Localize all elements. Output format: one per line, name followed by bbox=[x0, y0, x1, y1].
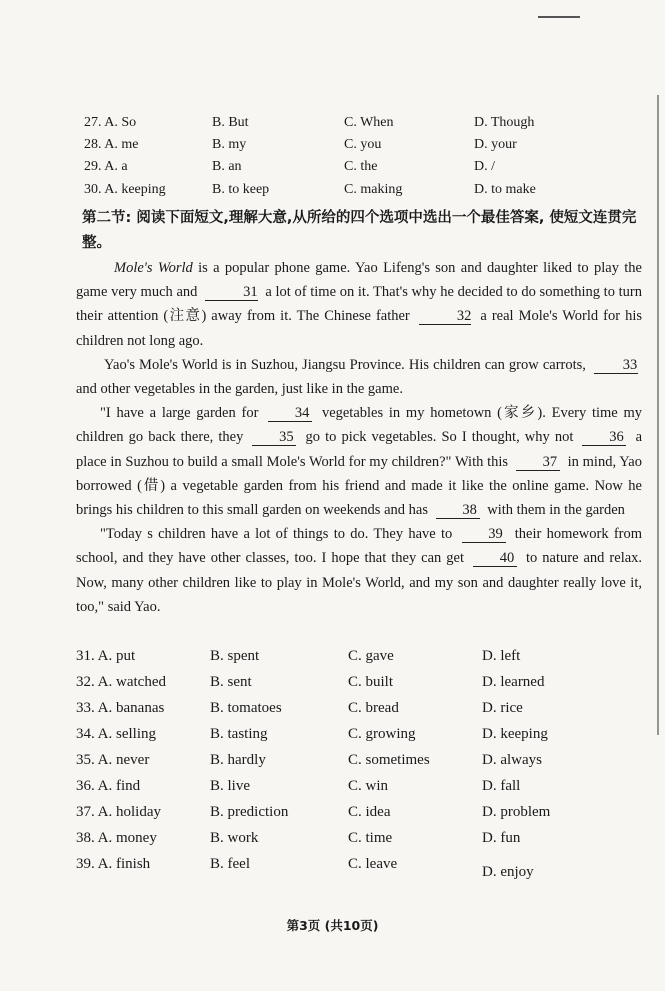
option-d: D. left bbox=[482, 648, 521, 664]
option-d: D. problem bbox=[482, 804, 551, 820]
option-a: 31. A. put bbox=[76, 648, 136, 664]
option-d: D. Though bbox=[474, 115, 535, 130]
paragraph-2 bbox=[76, 353, 642, 401]
option-c: C. growing bbox=[348, 726, 416, 742]
option-b: B. But bbox=[212, 115, 249, 130]
passage-text: their homework from school, and they have other classes, too. I hope that they can get bbox=[76, 526, 643, 567]
option-b: B. an bbox=[212, 159, 242, 174]
scan-mark bbox=[538, 16, 580, 18]
passage-text: with them in the garden bbox=[487, 502, 625, 519]
section-heading: 第二节: 阅读下面短文,理解大意,从所给的四个选项中选出一个最佳答案, 使短文连贯完整。 bbox=[82, 210, 637, 251]
option-c: C. win bbox=[348, 778, 389, 794]
option-a: 27. A. So bbox=[84, 115, 137, 130]
option-b: B. hardly bbox=[210, 752, 266, 768]
passage-text: Yao's Mole's World is in Suzhou, Jiangsu Province. His children can grow carrots, bbox=[104, 356, 586, 373]
option-c: C. gave bbox=[348, 648, 394, 664]
blank-36: 36 bbox=[582, 429, 626, 446]
question-34-options bbox=[76, 726, 646, 750]
option-a: 36. A. find bbox=[76, 778, 141, 794]
option-d: D. always bbox=[482, 752, 542, 768]
question-31-options bbox=[76, 648, 646, 672]
option-b: B. sent bbox=[210, 674, 252, 690]
passage-text: a place in Suzhou to build a small Mole's World for my children?" With this bbox=[76, 429, 643, 470]
question-38-options bbox=[76, 830, 646, 854]
option-a: 30. A. keeping bbox=[84, 182, 166, 197]
option-a: 32. A. watched bbox=[76, 674, 166, 690]
option-b: B. tasting bbox=[210, 726, 268, 742]
blank-31: 31 bbox=[205, 284, 258, 301]
blank-35: 35 bbox=[252, 429, 296, 446]
page-footer: 第3页 (共10页) bbox=[286, 918, 379, 933]
option-b: B. live bbox=[210, 778, 250, 794]
question-28-options bbox=[84, 137, 644, 159]
passage-text: and other vegetables in the garden, just like in the game. bbox=[76, 381, 403, 398]
option-d: D. keeping bbox=[482, 726, 548, 742]
passage-text: a lot of time on it. That's why he decided to do something to turn their attention (注意) away from it. The Chinese father bbox=[76, 284, 643, 325]
option-a: 33. A. bananas bbox=[76, 700, 165, 716]
option-a: 39. A. finish bbox=[76, 856, 151, 872]
paragraph-3 bbox=[76, 401, 642, 522]
question-33-options bbox=[76, 700, 646, 724]
option-a: 35. A. never bbox=[76, 752, 150, 768]
option-a: 34. A. selling bbox=[76, 726, 157, 742]
option-c: C. the bbox=[344, 159, 378, 174]
option-d: D. your bbox=[474, 137, 517, 152]
question-32-options bbox=[76, 674, 646, 698]
option-c: C. idea bbox=[348, 804, 391, 820]
option-c: C. time bbox=[348, 830, 393, 846]
option-c: C. leave bbox=[348, 856, 398, 872]
option-b: B. prediction bbox=[210, 804, 289, 820]
option-a: 37. A. holiday bbox=[76, 804, 161, 820]
option-d: D. / bbox=[474, 159, 495, 174]
option-d: D. fun bbox=[482, 830, 521, 846]
paragraph-1 bbox=[76, 256, 642, 353]
option-c: C. making bbox=[344, 182, 403, 197]
option-d: D. to make bbox=[474, 182, 536, 197]
option-d: D. rice bbox=[482, 700, 523, 716]
option-b: B. spent bbox=[210, 648, 260, 664]
passage-text: go to pick vegetables. So I thought, why not bbox=[305, 429, 574, 446]
question-39-options bbox=[76, 856, 646, 880]
option-c: C. When bbox=[344, 115, 394, 130]
question-37-options bbox=[76, 804, 646, 828]
page-edge-shadow bbox=[657, 95, 659, 735]
option-b: B. tomatoes bbox=[210, 700, 282, 716]
option-d: D. learned bbox=[482, 674, 545, 690]
blank-40: 40 bbox=[473, 550, 517, 567]
option-c: C. built bbox=[348, 674, 394, 690]
option-a: 28. A. me bbox=[84, 137, 139, 152]
option-a: 38. A. money bbox=[76, 830, 157, 846]
question-36-options bbox=[76, 778, 646, 802]
blank-38: 38 bbox=[436, 502, 480, 519]
passage-text: in mind, Yao borrowed (借) a vegetable garden from his friend and made it like the online game. Now he brings his children to this small garden on weekends and has bbox=[76, 453, 642, 519]
option-d: D. enjoy bbox=[482, 864, 534, 880]
question-29-options bbox=[84, 159, 644, 181]
option-a: 29. A. a bbox=[84, 159, 128, 174]
option-b: B. work bbox=[210, 830, 259, 846]
blank-32: 32 bbox=[419, 308, 472, 325]
question-27-options bbox=[84, 115, 644, 137]
option-c: C. sometimes bbox=[348, 752, 430, 768]
passage-text: "I have a large garden for bbox=[100, 405, 259, 422]
option-d: D. fall bbox=[482, 778, 521, 794]
passage-text: a real Mole's World for his children not long ago. bbox=[76, 308, 643, 349]
blank-39: 39 bbox=[462, 526, 506, 543]
option-c: C. you bbox=[344, 137, 382, 152]
passage-text: vegetables in my hometown (家乡). Every time my children go back there, they bbox=[76, 405, 643, 446]
passage-text: "Today s children have a lot of things to do. They have to bbox=[100, 526, 453, 543]
paragraph-4 bbox=[76, 522, 642, 619]
option-b: B. to keep bbox=[212, 182, 270, 197]
passage-text: to nature and relax. Now, many other children like to play in Mole's World, and my son and daughter really love it, too," said Yao. bbox=[76, 550, 643, 615]
option-c: C. bread bbox=[348, 700, 399, 716]
reading-passage bbox=[76, 256, 642, 619]
question-30-options bbox=[84, 182, 644, 204]
blank-33: 33 bbox=[594, 357, 638, 374]
question-35-options bbox=[76, 752, 646, 776]
option-b: B. my bbox=[212, 137, 247, 152]
option-b: B. feel bbox=[210, 856, 250, 872]
passage-text: is a popular phone game. Yao Lifeng's son and daughter liked to play the game very much and bbox=[76, 260, 642, 301]
blank-37: 37 bbox=[516, 454, 560, 471]
game-title: Mole's World bbox=[114, 260, 193, 276]
blank-34: 34 bbox=[268, 405, 312, 422]
